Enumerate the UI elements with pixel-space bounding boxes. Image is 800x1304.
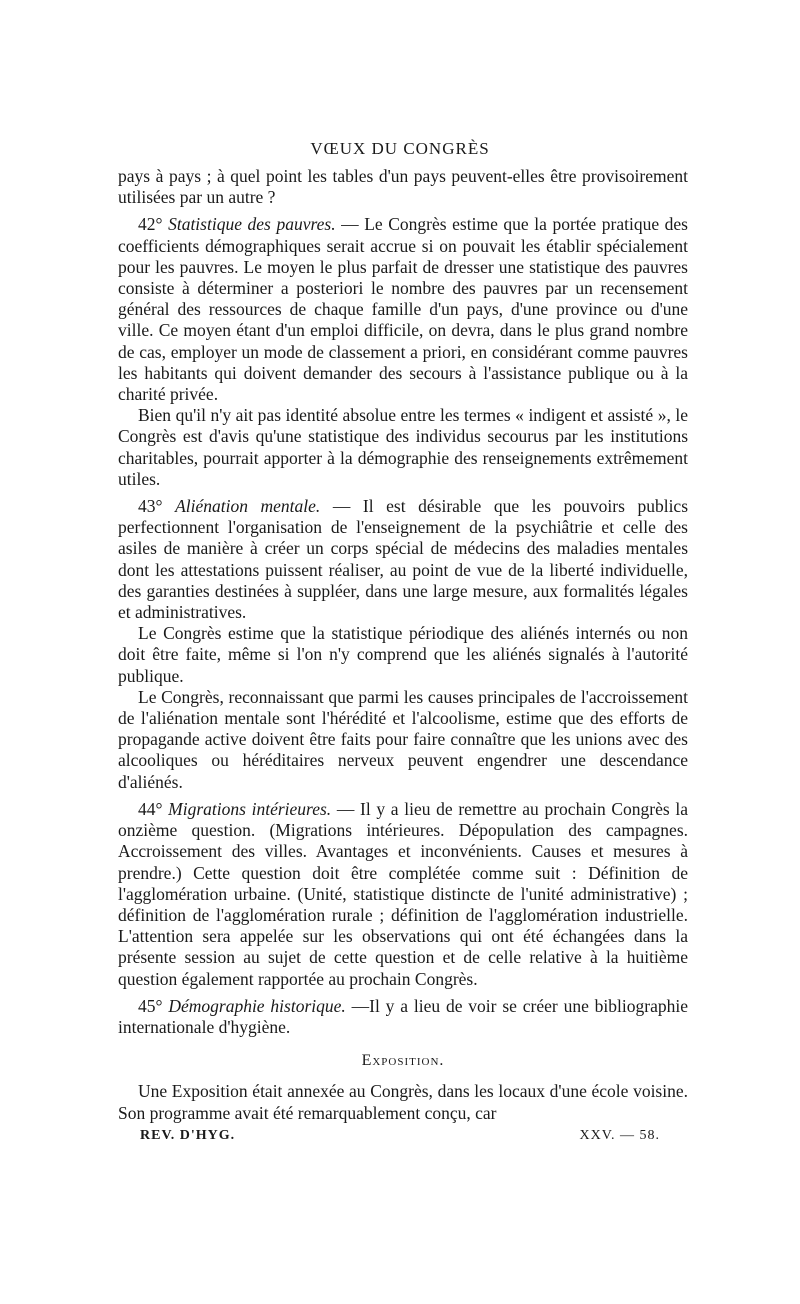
resolution-number: 42° [138,214,163,235]
paragraph-resolution-43 [118,496,688,623]
resolution-separator: — [320,496,363,517]
resolution-title: Démographie historique. [168,995,346,1016]
paragraph [118,623,688,687]
paragraph-resolution-45 [118,996,688,1038]
paragraph-section [118,1081,688,1123]
resolution-number: 45° [138,995,163,1016]
resolution-number: 43° [138,496,163,517]
paragraph-text: Il y a lieu de remettre au prochain Congrès la onzième question. (Migrations intérieures. Dépopulation des campagnes. Accroissement des villes. Avantages et inconvénients. Causes et mesures à prendre.) Cette question doit être complétée comme suit : Définition de l'agglomération urbaine. (Unité, statistique distincte de l'unité administrative) ; définition de l'agglomération rurale ; définition de l'agglomération industrielle. L'attention sera appelée sur les observations qui ont été échangées dans la présente session au sujet de cette question et de celle relative à la huitième question également rapportée au prochain Congrès. [118,798,688,989]
page-body [118,166,688,1124]
paragraph [118,687,688,793]
paragraph [118,405,688,490]
paragraph-text: Le Congrès estime que la statistique périodique des aliénés internés ou non doit être faite, même si l'on n'y comprend que les aliénés signalés à l'autorité publique. [118,623,688,686]
running-header: VŒUX DU CONGRÈS [310,139,490,158]
paragraph-text: Il est désirable que les pouvoirs publics perfectionnent l'organisation de l'enseignement de la psychiâtrie et celle des asiles de manière à créer un corps spécial de médecins des maladies mentales dont les attestations puissent réaliser, au point de vue de la liberté individuelle, des garanties destinées à suppléer, dans une large mesure, aux formalités légales et administratives. [118,496,689,623]
resolution-number: 44° [138,798,163,819]
resolution-separator: — [345,995,370,1016]
resolution-separator: — [331,798,361,819]
resolution-title: Aliénation mentale. [175,496,321,517]
paragraph-text: Le Congrès estime que la portée pratique des coefficients démographiques serait accrue si on pouvait les établir spécialement pour les pauvres. Le moyen le plus parfait de dresser une statistique des pauvres consiste à déterminer a posteriori le nombre des pauvres par un recensement général des ressources de chaque famille d'un pays, d'une province ou d'une ville. Ce moyen étant d'un emploi difficile, on devra, dans le plus grand nombre de cas, employer un mode de classement a priori, en considérant comme pauvres les habitants qui doivent demander des secours à l'assistance publique ou à la charité privée. [118,214,688,405]
resolution-title: Migrations intérieures. [168,798,332,819]
resolution-title: Statistique des pauvres. [168,214,336,235]
paragraph-continuation [118,166,688,208]
paragraph-text: Une Exposition était annexée au Congrès, dans les locaux d'une école voisine. Son programme avait été remarquablement conçu, car [118,1081,688,1123]
paragraph-text: pays à pays ; à quel point les tables d'un pays peuvent-elles être provisoirement utilisées par un autre ? [118,166,688,208]
footer-page-ref: XXV. — 58. [579,1128,660,1143]
paragraph-text: Il y a lieu de voir se créer une bibliographie internationale d'hygiène. [118,995,688,1037]
paragraph-resolution-42 [118,214,688,405]
section-title: Exposition. [361,1052,445,1070]
footer-journal: REV. D'HYG. [140,1128,236,1143]
paragraph-text: Le Congrès, reconnaissant que parmi les causes principales de l'accroissement de l'aliénation mentale sont l'hérédité et l'alcoolisme, estime que des efforts de propagande active doivent être faits pour faire connaître que les unions avec des alcooliques ou héréditaires nerveux peuvent engendrer une descendance d'aliénés. [118,686,688,792]
paragraph-text: Bien qu'il n'y ait pas identité absolue entre les termes « indigent et assisté », le Congrès est d'avis qu'une statistique des individus secourus par les institutions charitables, pourrait apporter à la démographie des renseignements extrêmement utiles. [118,405,688,489]
resolution-separator: — [335,214,365,235]
paragraph-resolution-44 [118,799,688,990]
